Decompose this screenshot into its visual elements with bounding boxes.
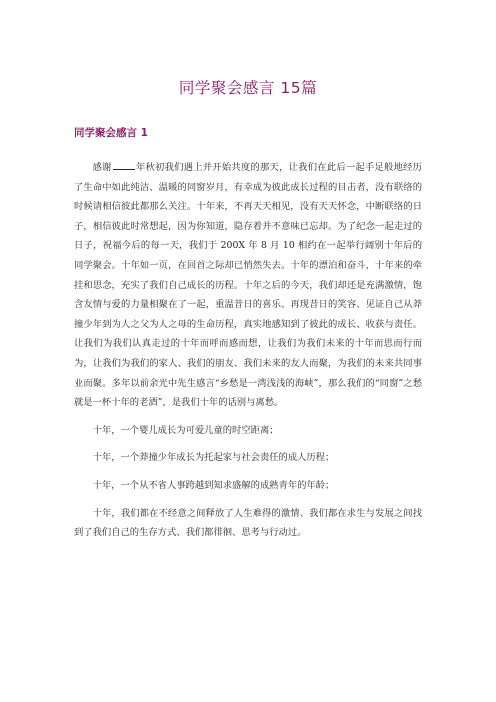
paragraph-1-lead: 感谢 (92, 162, 112, 173)
paragraph-2: 十年，一个婴儿成长为可爱儿童的时空距离； (92, 424, 279, 436)
paragraph-4: 十年，一个从不省人事跨越到知求盛解的成熟青年的年龄； (92, 479, 335, 491)
section-heading: 同学聚会感言 1 (74, 127, 148, 139)
paragraph-3: 十年，一个莽撞少年成长为托起家与社会责任的成人历程； (92, 452, 335, 464)
paragraph-1-text: 年秋初我们遇上并开始共度的那天，让我们在此后一起手足般地经历了生命中如此纯洁、温暖的同窗岁月，有幸成为彼此成长过程的目击者，没有联络的时候请相信彼此都那么关注。十年来，不再天天相见，没有天天怀念，中断联络的日子，相信彼此时常想起，因为你知道，隐存着并不意味已忘却。为了纪念一起走过的日子，祝福今后的每一天，我们于 200X 年 8 月 10 相约在一起举行阔别十年后的同学聚会。十年如一页，在回首之际却已悄然失去。十年的漂泊和奋斗，十年来的牵挂和思念，充实了我们自己成长的历程。十年之后的今天，我们却还是充满激情，饱含友情与爱的力量相聚在了一起，重温昔日的喜乐、再现昔日的笑容、见证自己从莽撞少年到为人之父为人之母的生命历程，真实地感知到了彼此的成长、收获与责任。让我们为我们认真走过的十年而呼而感而想，让我们为我们未来的十年而思而行而为，让我们为我们的家人、我们的朋友、我们未来的友人而聚，为我们的未来共同事业而聚。多年以前余光中先生感言“乡愁是一湾浅浅的海峡”，那么我们的“同窗”之愁就是一杯十年的老酒”，是我们十年的话别与离愁。 (74, 162, 422, 409)
document-body (74, 158, 422, 543)
fill-in-blank (113, 160, 135, 170)
document-title: 同学聚会感言 15篇 (178, 79, 318, 97)
paragraph-5: 十年，我们都在不经意之间释放了人生难得的激情、我们都在求生与发展之间找到了我们自己的生存方式、我们都徘徊、思考与行动过。 (74, 507, 422, 539)
paragraph-1 (74, 158, 422, 413)
